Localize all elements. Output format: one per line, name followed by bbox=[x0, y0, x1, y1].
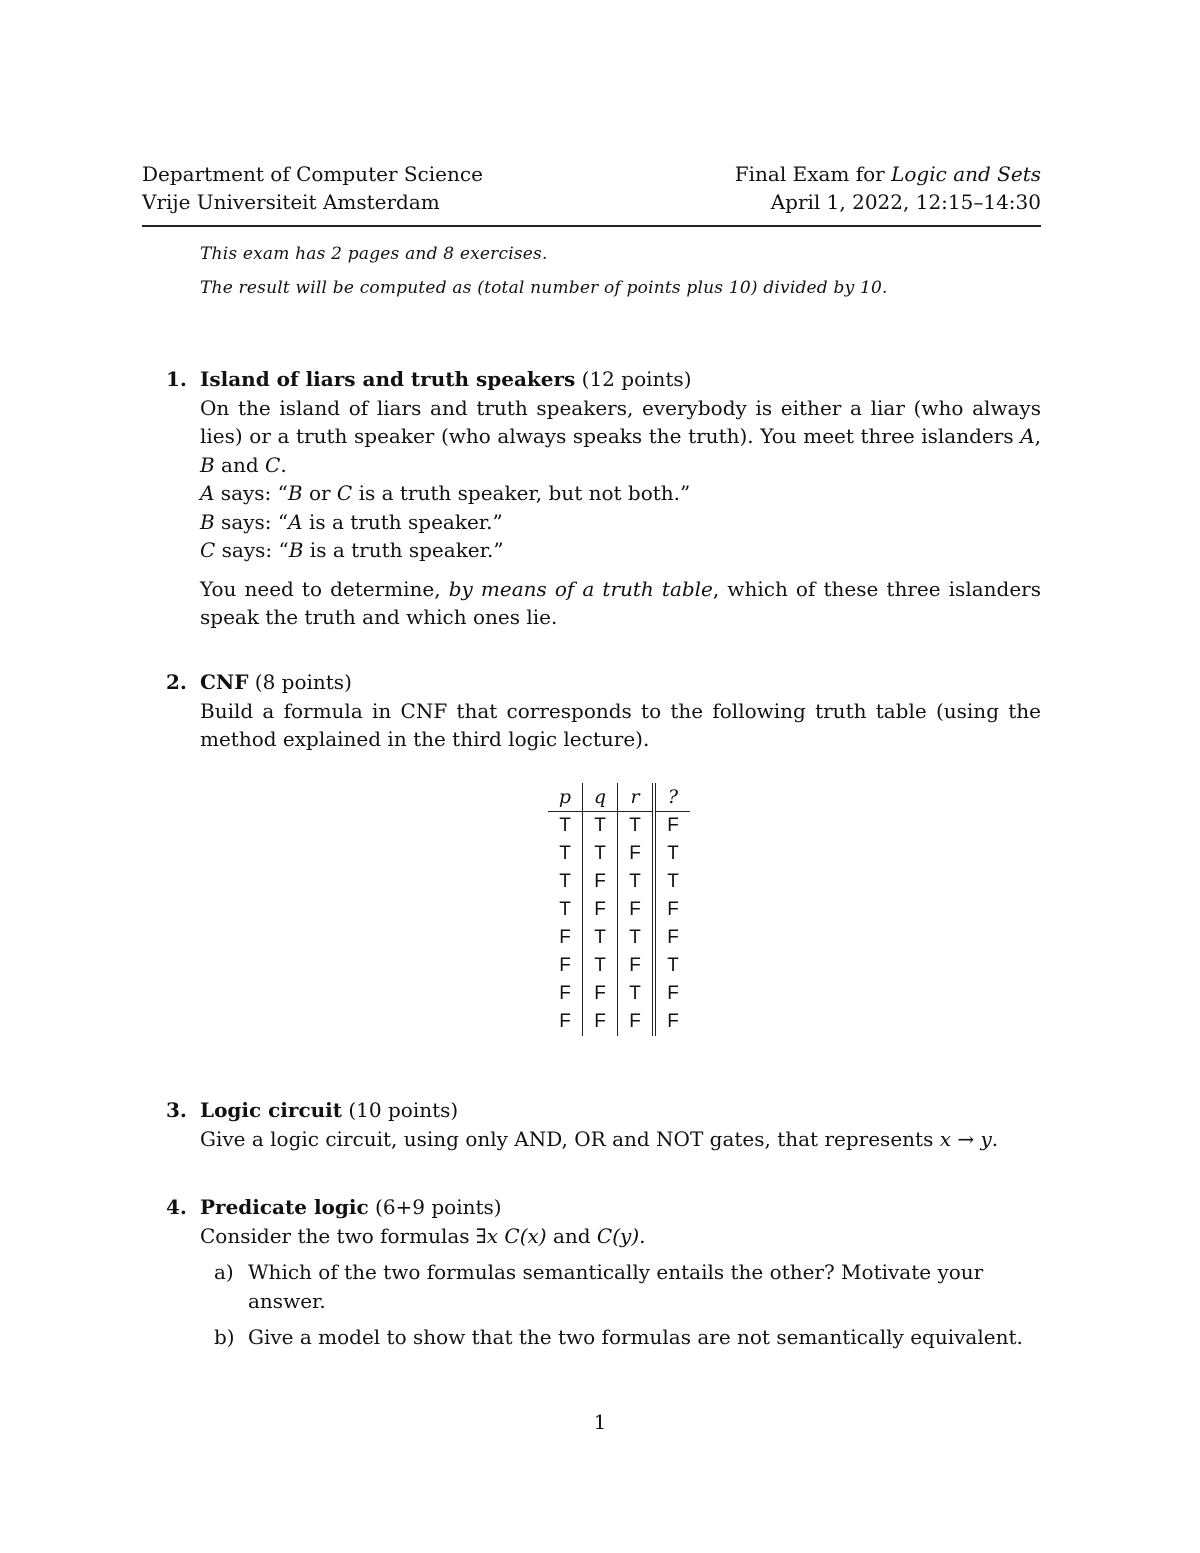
table-row: F T F T bbox=[548, 952, 690, 980]
exercise-3 bbox=[166, 1096, 1041, 1153]
exercise-1 bbox=[166, 365, 1041, 632]
statement-c: C says: “B is a truth speaker.” bbox=[200, 538, 504, 562]
table-row: T T T F bbox=[548, 812, 690, 841]
header-left bbox=[142, 160, 483, 216]
header-right bbox=[620, 160, 1041, 216]
university: Vrije Universiteit Amsterdam bbox=[142, 190, 440, 214]
exercise-2-text: Build a formula in CNF that corresponds to the following truth table (using the method explained in the third logic lecture). bbox=[200, 698, 1041, 751]
list-item: b) Give a model to show that the two formulas are not semantically equivalent. bbox=[214, 1325, 1023, 1349]
list-item: a) Which of the two formulas semantically entails the other? Motivate your answer. bbox=[214, 1260, 984, 1313]
header-p: p bbox=[548, 783, 583, 812]
implication-formula: x → y bbox=[939, 1126, 992, 1151]
table-row: F T T F bbox=[548, 924, 690, 952]
exam-title: Final Exam for Logic and Sets bbox=[734, 162, 1041, 186]
exercise-1-intro: On the island of liars and truth speakers, everybody is either a liar (who always lies) or a truth speaker (who always speaks the truth). You meet three islanders A, B and C. bbox=[200, 395, 1041, 477]
table-row: F F T F bbox=[548, 980, 690, 1008]
exercise-number: 1. bbox=[166, 367, 187, 391]
exercise-2 bbox=[166, 668, 1041, 754]
header-r: r bbox=[618, 783, 655, 812]
header-q: q bbox=[583, 783, 618, 812]
header-rule bbox=[142, 225, 1041, 227]
exam-date: April 1, 2022, 12:15–14:30 bbox=[770, 190, 1041, 214]
statement-b: B says: “A is a truth speaker.” bbox=[200, 509, 503, 534]
course-name: Logic and Sets bbox=[891, 162, 1041, 186]
exercise-number: 2. bbox=[166, 670, 187, 694]
department: Department of Computer Science bbox=[142, 162, 483, 186]
exercise-4 bbox=[166, 1193, 1041, 1352]
exercise-title: Predicate logic (6+9 points) bbox=[200, 1195, 502, 1219]
exercise-title: Island of liars and truth speakers (12 points) bbox=[200, 367, 692, 391]
formula-1: ∃x C(x) bbox=[475, 1223, 547, 1248]
exercise-4-text: Consider the two formulas ∃x C(x) and C(y). bbox=[200, 1223, 646, 1248]
exercise-number: 4. bbox=[166, 1195, 187, 1219]
table-row: T T F T bbox=[548, 840, 690, 868]
exercise-number: 3. bbox=[166, 1098, 187, 1122]
statement-a: A says: “B or C is a truth speaker, but not both.” bbox=[200, 481, 691, 505]
formula-2: C(y) bbox=[596, 1223, 640, 1248]
table-row: T F F F bbox=[548, 896, 690, 924]
truth-table bbox=[548, 783, 690, 1036]
exercise-title: Logic circuit (10 points) bbox=[200, 1098, 459, 1122]
page-number: 1 bbox=[593, 1410, 607, 1434]
intro-line-1: This exam has 2 pages and 8 exercises. bbox=[200, 244, 548, 264]
exercise-3-text: Give a logic circuit, using only AND, OR and NOT gates, that represents x → y. bbox=[200, 1126, 999, 1151]
exercise-title: CNF (8 points) bbox=[200, 670, 352, 694]
intro-line-2: The result will be computed as (total number of points plus 10) divided by 10. bbox=[200, 278, 888, 298]
table-row: T F T T bbox=[548, 868, 690, 896]
table-row: F F F F bbox=[548, 1008, 690, 1036]
header-result: ? bbox=[654, 783, 690, 812]
exercise-1-task: You need to determine, by means of a truth table, which of these three islanders speak the truth and which ones lie. bbox=[200, 576, 1041, 629]
